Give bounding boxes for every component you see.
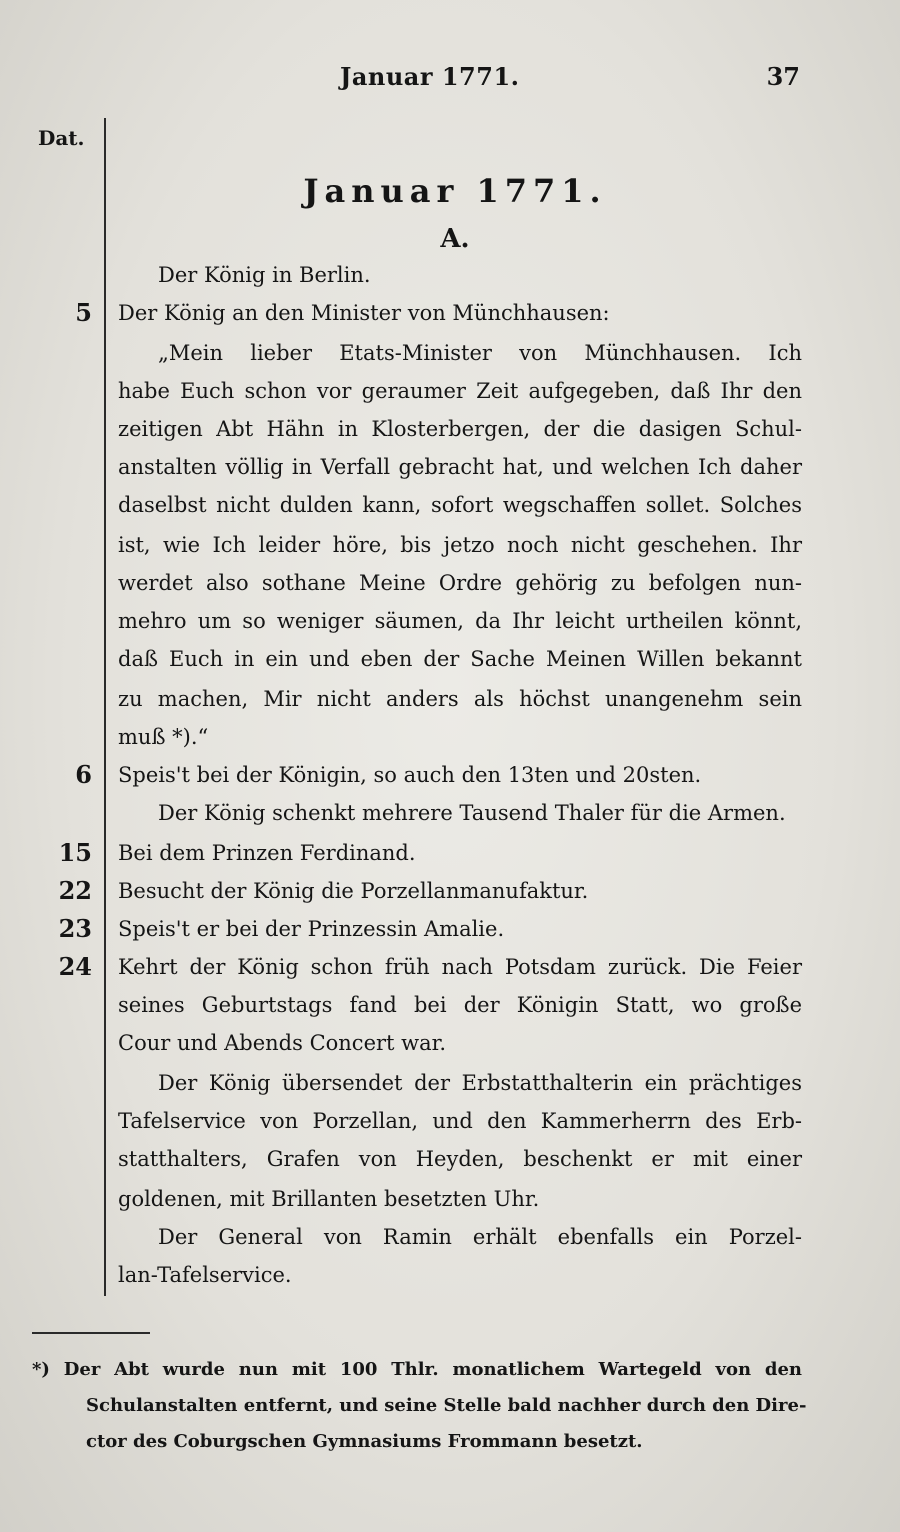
entry-line: lan-Tafelservice. — [118, 1263, 292, 1287]
letter-line: anstalten völlig in Verfall gebracht hat, und welchen Ich daher — [118, 455, 802, 479]
letter-line: muß *).“ — [118, 725, 209, 749]
section-title: Januar 1771. — [303, 172, 607, 210]
day-number: 6 — [75, 760, 92, 789]
letter-line: habe Euch schon vor geraumer Zeit aufgegeben, daß Ihr den — [118, 379, 802, 403]
footnote-line: ctor des Coburgschen Gymnasiums Frommann besetzt. — [86, 1431, 643, 1452]
day-number: 23 — [58, 914, 92, 943]
entry-line: Besucht der König die Porzellanmanufaktur. — [118, 879, 589, 903]
footnote-line: Schulanstalten entfernt, und seine Stelle bald nachher durch den Dire- — [86, 1395, 807, 1416]
day-number: 24 — [58, 952, 92, 981]
date-column-label: Dat. — [38, 126, 85, 150]
entry-line: statthalters, Grafen von Heyden, beschenkt er mit einer — [118, 1147, 802, 1171]
letter-line: zu machen, Mir nicht anders als höchst unangenehm sein — [118, 687, 802, 711]
column-divider — [104, 118, 106, 1296]
entry-line: goldenen, mit Brillanten besetzten Uhr. — [118, 1187, 540, 1211]
entry-line: Bei dem Prinzen Ferdinand. — [118, 841, 416, 865]
entry-line: Der König in Berlin. — [158, 263, 371, 287]
entry-line: Cour und Abends Concert war. — [118, 1031, 447, 1055]
letter-line: zeitigen Abt Hähn in Klosterbergen, der die dasigen Schul- — [118, 417, 802, 441]
entry-line: Speis't er bei der Prinzessin Amalie. — [118, 917, 505, 941]
entry-line: Kehrt der König schon früh nach Potsdam zurück. Die Feier — [118, 955, 802, 979]
letter-line: ist, wie Ich leider höre, bis jetzo noch nicht geschehen. Ihr — [118, 533, 802, 557]
page-number: 37 — [766, 62, 800, 91]
entry-line: Der König schenkt mehrere Tausend Thaler für die Armen. — [158, 801, 786, 825]
letter-line: daselbst nicht dulden kann, sofort wegschaffen sollet. Solches — [118, 493, 802, 517]
entry-line: Der König übersendet der Erbstatthalterin ein prächtiges — [158, 1071, 802, 1095]
letter-line: „Mein lieber Etats-Minister von Münchhausen. Ich — [158, 341, 802, 365]
section-subtitle: A. — [440, 224, 470, 254]
letter-line: daß Euch in ein und eben der Sache Meinen Willen bekannt — [118, 647, 802, 671]
footnote-line: *) Der Abt wurde nun mit 100 Thlr. monatlichem Wartegeld von den — [32, 1359, 802, 1380]
day-number: 15 — [58, 838, 92, 867]
running-header — [0, 62, 900, 98]
entry-line: Der General von Ramin erhält ebenfalls ein Porzel- — [158, 1225, 802, 1249]
day-number: 22 — [58, 876, 92, 905]
entry-line: Speis't bei der Königin, so auch den 13ten und 20sten. — [118, 763, 702, 787]
letter-line: mehro um so weniger säumen, da Ihr leicht urtheilen könnt, — [118, 609, 802, 633]
footnote-rule — [32, 1332, 150, 1334]
entry-line: Tafelservice von Porzellan, und den Kammerherrn des Erb- — [118, 1109, 802, 1133]
running-title: Januar 1771. — [340, 62, 520, 91]
day-number: 5 — [75, 298, 92, 327]
entry-line: Der König an den Minister von Münchhausen: — [118, 301, 610, 325]
letter-line: werdet also sothane Meine Ordre gehörig zu befolgen nun- — [118, 571, 802, 595]
entry-line: seines Geburtstags fand bei der Königin Statt, wo große — [118, 993, 802, 1017]
